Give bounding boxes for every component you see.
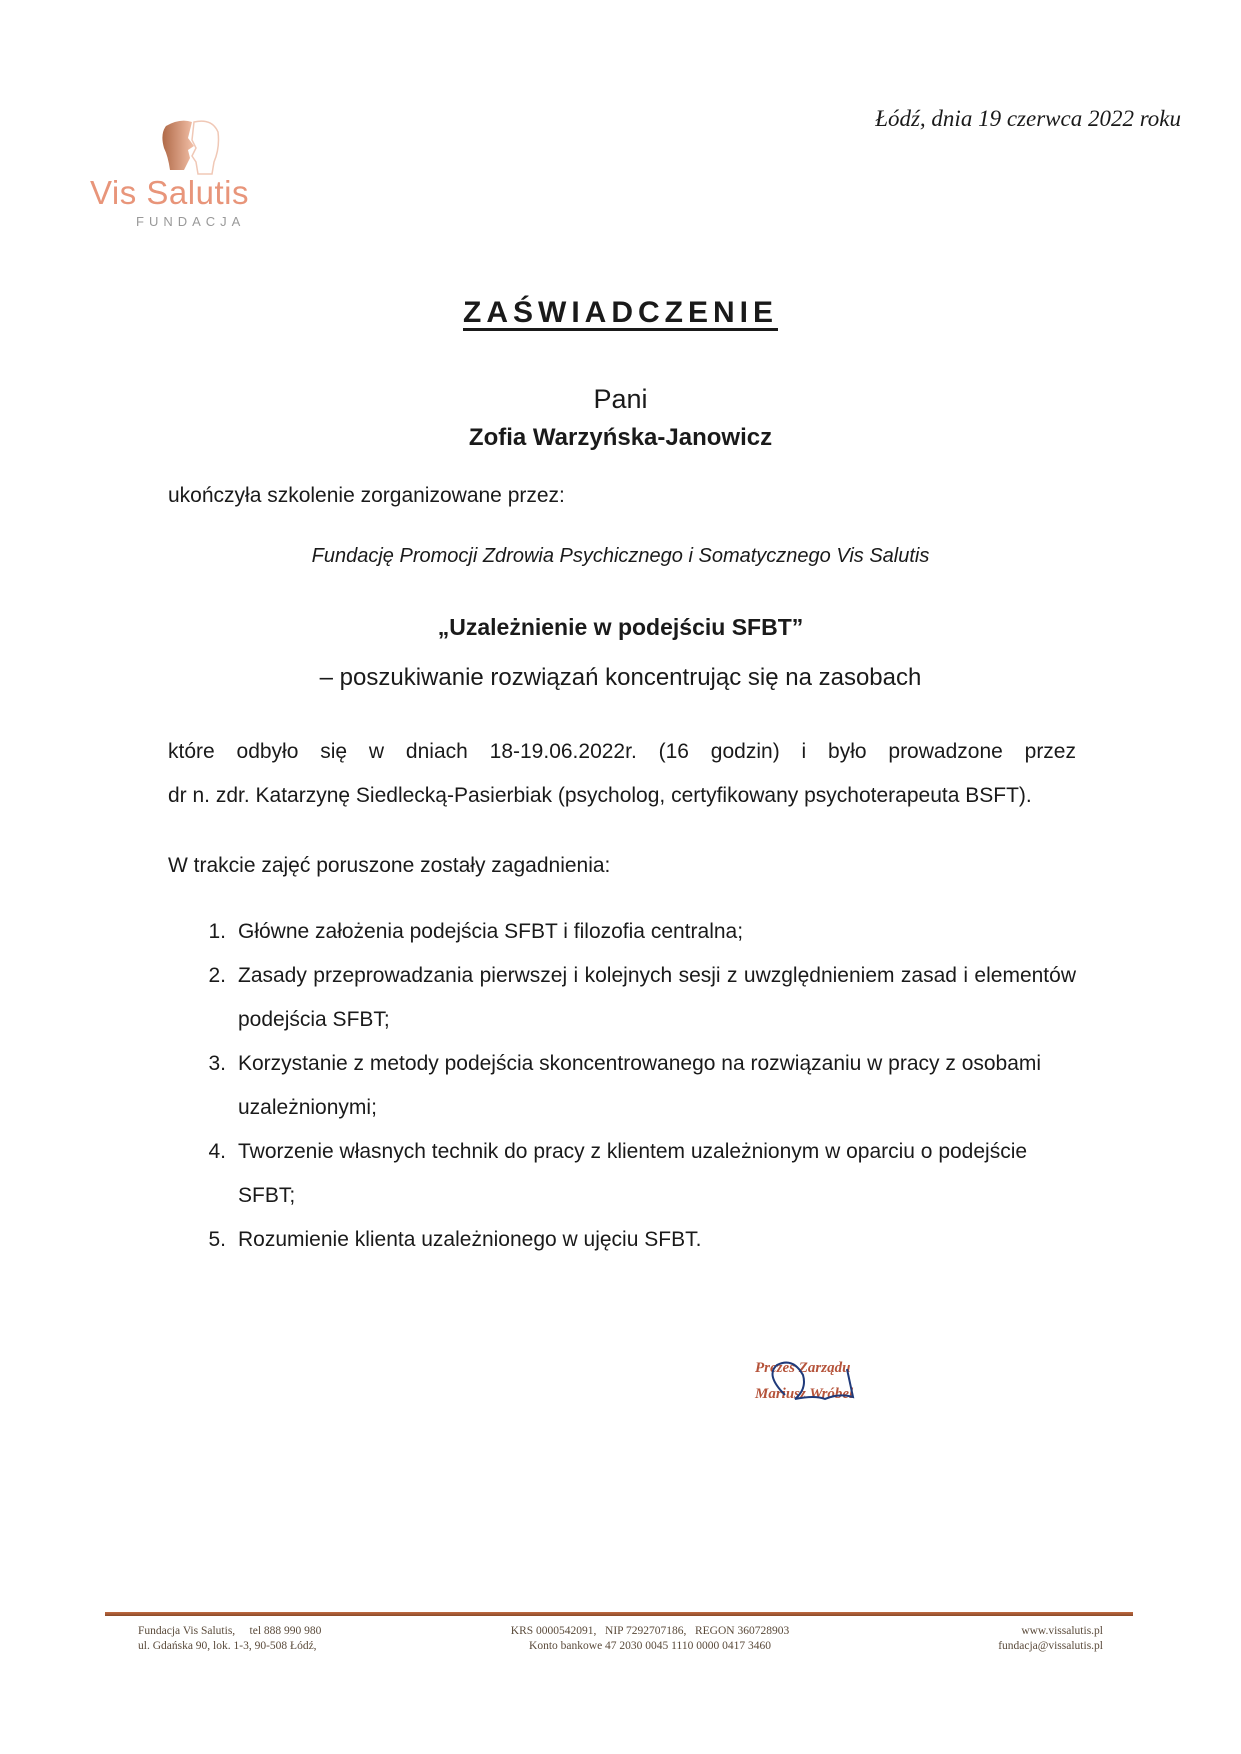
intro-text: ukończyła szkolenie zorganizowane przez: xyxy=(168,484,565,507)
list-item xyxy=(168,954,1076,1042)
logo-subtitle: FUNDACJA xyxy=(136,214,246,229)
item-text: Rozumienie klienta uzależnionego w ujęciu SFBT. xyxy=(238,1228,702,1251)
item-number: 4. xyxy=(208,1140,226,1163)
footer-registry xyxy=(480,1624,820,1654)
foundation-logo xyxy=(88,118,298,233)
course-details-line1: które odbyło się w dniach 18-19.06.2022r. (16 godzin) i było prowadzone przez xyxy=(168,740,1076,763)
logo-name: Vis Salutis xyxy=(90,174,249,211)
item-text: Zasady przeprowadzania pierwszej i kolejnych sesji z uwzględnieniem zasad i elementów podejścia SFBT; xyxy=(238,964,1076,1031)
document-title: ZAŚWIADCZENIE xyxy=(463,296,778,329)
footer-web xyxy=(998,1624,1103,1654)
list-item xyxy=(168,1130,1076,1218)
footer-ids: KRS 0000542091, NIP 7292707186, REGON 360728903 xyxy=(510,1625,790,1637)
footer-contact: Fundacja Vis Salutis, tel 888 990 980 xyxy=(138,1625,322,1637)
signature-stamp xyxy=(755,1355,885,1415)
heads-logo-icon xyxy=(158,118,228,178)
handwritten-signature-icon xyxy=(755,1355,885,1415)
item-text: Korzystanie z metody podejścia skoncentrowanego na rozwiązaniu w pracy z osobami uzależnionymi; xyxy=(238,1052,1042,1119)
recipient-name: Zofia Warzyńska-Janowicz xyxy=(468,424,773,451)
list-item xyxy=(168,1218,1076,1262)
item-text: Główne założenia podejścia SFBT i filozofia centralna; xyxy=(238,920,744,943)
item-number: 1. xyxy=(208,920,226,943)
item-text: Tworzenie własnych technik do pracy z klientem uzależnionym w oparciu o podejście SFBT; xyxy=(238,1140,1028,1207)
footer-divider xyxy=(105,1612,1133,1616)
document-date: Łódź, dnia 19 czerwca 2022 roku xyxy=(875,106,1181,131)
footer-bank-account: Konto bankowe 47 2030 0045 1110 0000 0417 3460 xyxy=(529,1640,771,1652)
stamp-title: Prezes Zarządu xyxy=(755,1360,851,1376)
topics-intro: W trakcie zajęć poruszone zostały zagadnienia: xyxy=(168,854,611,877)
topics-list xyxy=(168,910,1076,1262)
footer-website-link[interactable]: www.vissalutis.pl xyxy=(1021,1625,1103,1637)
course-details-line2: dr n. zdr. Katarzynę Siedlecką-Pasierbiak (psycholog, certyfikowany psychoterapeuta BSFT). xyxy=(168,784,1032,807)
course-subtitle: – poszukiwanie rozwiązań koncentrując się na zasobach xyxy=(319,664,922,691)
footer-street: ul. Gdańska 90, lok. 1-3, 90-508 Łódź, xyxy=(138,1640,317,1652)
footer-email-link[interactable]: fundacja@vissalutis.pl xyxy=(998,1640,1103,1652)
list-item xyxy=(168,1042,1076,1130)
course-title: „Uzależnienie w podejściu SFBT” xyxy=(437,614,804,640)
item-number: 3. xyxy=(208,1052,226,1075)
item-number: 2. xyxy=(208,964,226,987)
recipient-salutation: Pani xyxy=(593,384,648,414)
footer-address xyxy=(138,1624,321,1654)
stamp-name: Mariusz Wróbel xyxy=(755,1386,854,1402)
item-number: 5. xyxy=(208,1228,226,1251)
organizer-name: Fundację Promocji Zdrowia Psychicznego i Somatycznego Vis Salutis xyxy=(311,545,930,567)
list-item xyxy=(168,910,1076,954)
